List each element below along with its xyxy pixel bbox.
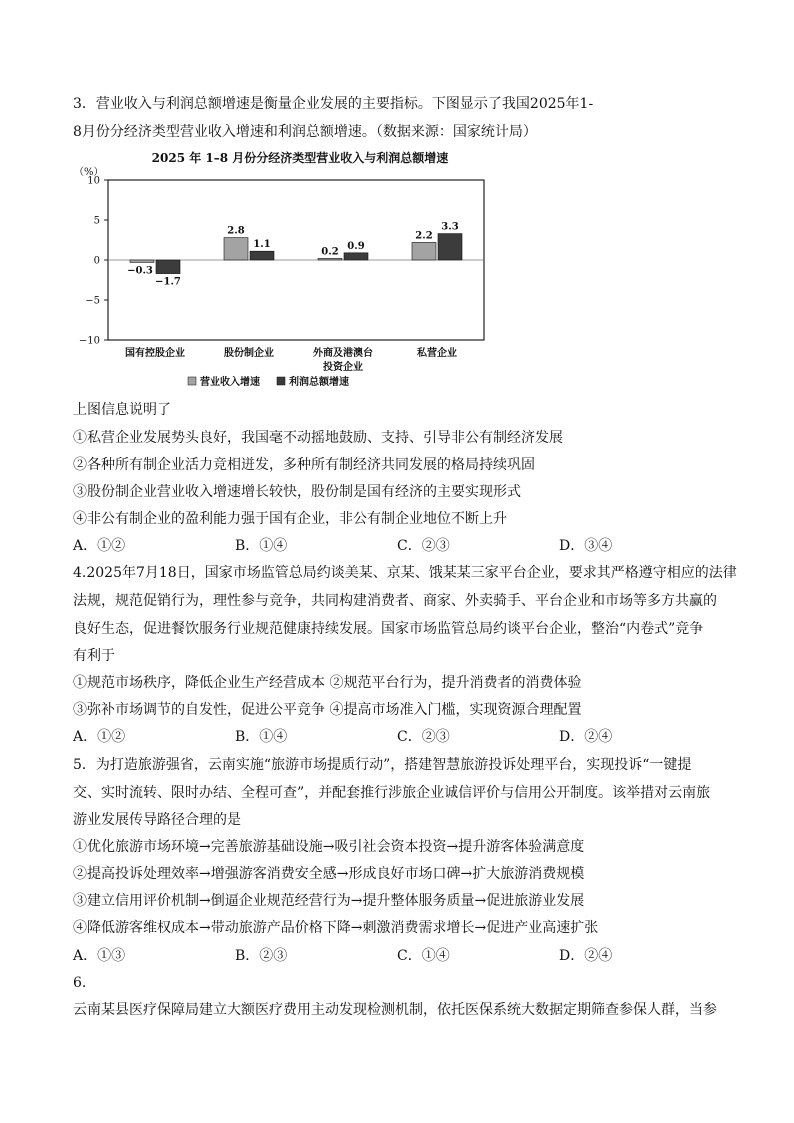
q6-number: 6.	[73, 975, 87, 991]
growth-bar-chart	[60, 148, 520, 396]
y-tick-label: −5	[85, 295, 100, 307]
q3-option-a[interactable]: A．①②	[73, 538, 126, 554]
bar	[156, 260, 180, 274]
y-tick-label: 0	[93, 255, 100, 267]
chart-ylabel: （%）	[74, 167, 104, 178]
q6-line-1: 云南某县医疗保障局建立大额医疗费用主动发现检测机制，依托医保系统大数据定期筛查参保人群，当参	[73, 1002, 717, 1018]
data-label: 2.8	[227, 225, 245, 237]
q4-option-b[interactable]: B．①④	[235, 729, 288, 745]
q4-option-a[interactable]: A．①②	[73, 729, 126, 745]
y-tick-label: −10	[78, 335, 100, 347]
y-tick-label: 5	[93, 215, 100, 227]
bar	[224, 238, 248, 260]
q3-stem-line2: 8月份分经济类型营业收入增速和利润总额增速。（数据来源：国家统计局）	[73, 124, 537, 140]
q4-option-d[interactable]: D．②④	[559, 729, 613, 745]
bar	[438, 234, 462, 260]
data-label: 1.1	[253, 239, 271, 251]
q4-line-2: 法规，规范促销行为，理性参与竞争，共同构建消费者、商家、外卖骑手、平台企业和市场等多方共赢的	[73, 593, 717, 609]
q3-after-chart: 上图信息说明了	[73, 402, 171, 418]
q5-line-1: 5．为打造旅游强省，云南实施“旅游市场提质行动”，搭建智慧旅游投诉处理平台，实现投诉“一键提	[73, 757, 692, 773]
legend-label: 营业收入增速	[200, 377, 260, 388]
chart-title: 2025 年 1–8 月份分经济类型营业收入与利润总额增速	[151, 151, 449, 165]
q4-line-1: 4.2025年7月18日，国家市场监管总局约谈美某、京某、饿某某三家平台企业，要求其严格遵守相应的法律	[73, 565, 737, 581]
y-tick-label: 10	[87, 175, 100, 187]
bar	[250, 251, 274, 260]
q5-statement-1: ①优化旅游市场环境→完善旅游基础设施→吸引社会资本投资→提升游客体验满意度	[73, 839, 585, 855]
data-label: 0.9	[347, 240, 365, 252]
q3-option-d[interactable]: D．③④	[559, 538, 613, 554]
q4-statement-1-2: ①规范市场秩序，降低企业生产经营成本 ②规范平台行为，提升消费者的消费体验	[73, 675, 582, 691]
q3-statement-3: ③股份制企业营业收入增速增长较快，股份制是国有经济的主要实现形式	[73, 484, 521, 500]
data-label: 0.2	[321, 246, 339, 258]
legend-swatch	[277, 377, 285, 385]
q3-option-c[interactable]: C．②③	[397, 538, 450, 554]
bar	[318, 258, 342, 260]
q3-statement-2: ②各种所有制企业活力竞相迸发，多种所有制经济共同发展的格局持续巩固	[73, 457, 535, 473]
q4-line-4: 有利于	[73, 648, 115, 664]
q4-line-3: 良好生态，促进餐饮服务行业规范健康持续发展。国家市场监管总局约谈平台企业，整治“内卷式”竞争	[73, 621, 704, 637]
q5-option-a[interactable]: A．①③	[73, 948, 126, 964]
category-label: 投资企业	[323, 362, 363, 373]
q5-statement-3: ③建立信用评价机制→倒逼企业规范经营行为→提升整体服务质量→促进旅游业发展	[73, 893, 585, 909]
q5-statement-2: ②提高投诉处理效率→增强游客消费安全感→形成良好市场口碑→扩大旅游消费规模	[73, 866, 585, 882]
data-label: 2.2	[415, 230, 433, 242]
q3-statement-4: ④非公有制企业的盈利能力强于国有企业，非公有制企业地位不断上升	[73, 511, 507, 527]
q3-statement-1: ①私营企业发展势头良好，我国毫不动摇地鼓励、支持、引导非公有制经济发展	[73, 430, 563, 446]
q5-statement-4: ④降低游客维权成本→带动旅游产品价格下降→刺激消费需求增长→促进产业高速扩张	[73, 920, 599, 936]
legend-label: 利润总额增速	[289, 377, 349, 388]
q5-line-2: 交、实时流转、限时办结、全程可查”，并配套推行涉旅企业诚信评价与信用公开制度。该举措对云南旅	[73, 785, 711, 801]
category-label: 国有控股企业	[125, 348, 185, 359]
bar	[344, 253, 368, 260]
data-label: −0.3	[127, 265, 153, 277]
q5-option-c[interactable]: C．①④	[397, 948, 450, 964]
q3-stem-line1: 3．营业收入与利润总额增速是衡量企业发展的主要指标。下图显示了我国2025年1-	[73, 96, 594, 112]
data-label: 3.3	[441, 221, 459, 233]
bar	[412, 242, 436, 260]
category-label: 外商及港澳台	[313, 348, 373, 359]
q3-option-b[interactable]: B．①④	[235, 538, 288, 554]
q5-option-b[interactable]: B．②③	[235, 948, 288, 964]
q4-option-c[interactable]: C．②③	[397, 729, 450, 745]
category-label: 私营企业	[417, 348, 457, 359]
q5-line-3: 游业发展传导路径合理的是	[73, 812, 241, 828]
q5-option-d[interactable]: D．②④	[559, 948, 613, 964]
legend-swatch	[188, 377, 196, 385]
q4-statement-3-4: ③弥补市场调节的自发性，促进公平竞争 ④提高市场准入门槛，实现资源合理配置	[73, 702, 582, 718]
bar	[130, 260, 154, 262]
category-label: 股份制企业	[224, 348, 274, 359]
data-label: −1.7	[155, 276, 181, 288]
